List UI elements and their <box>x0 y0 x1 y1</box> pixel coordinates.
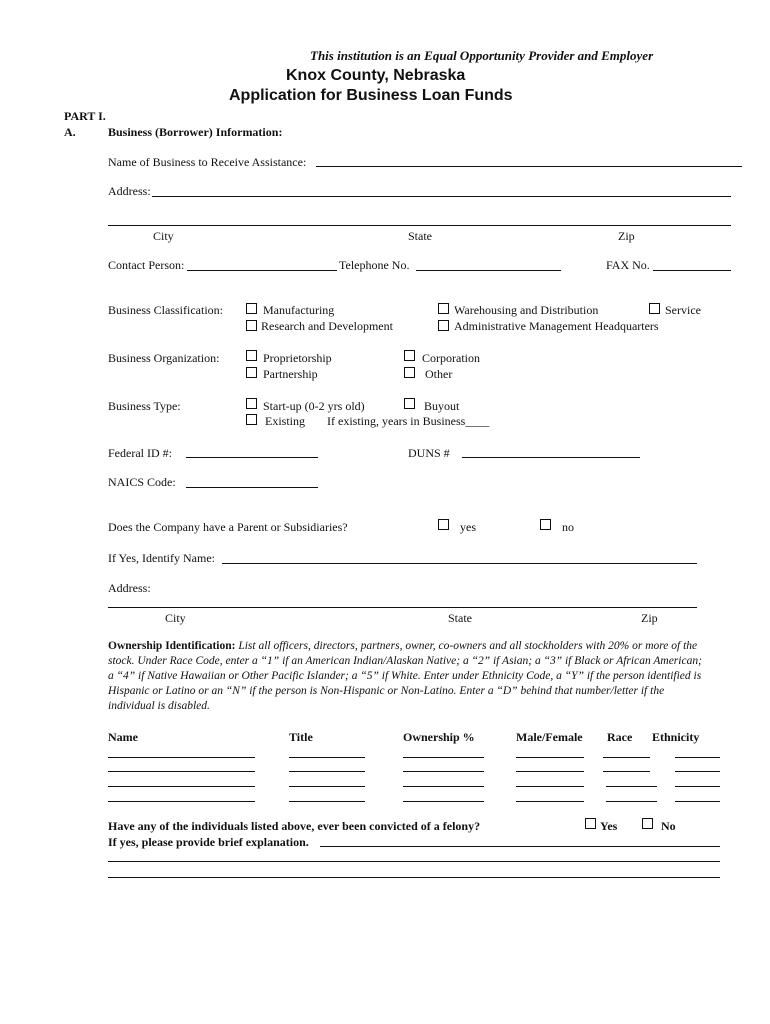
telephone-label: Telephone No. <box>339 258 410 272</box>
owner-race-line[interactable] <box>606 786 657 787</box>
owner-ethnicity-line[interactable] <box>675 771 720 772</box>
parent-address-label: Address: <box>108 581 151 595</box>
research-checkbox[interactable] <box>246 320 257 331</box>
buyout-checkbox[interactable] <box>404 398 415 409</box>
owner-percent-line[interactable] <box>403 771 484 772</box>
partnership-checkbox[interactable] <box>246 367 257 378</box>
warehousing-label: Warehousing and Distribution <box>454 303 599 317</box>
owner-title-line[interactable] <box>289 771 365 772</box>
page-title: Application for Business Loan Funds <box>229 87 513 104</box>
owner-gender-line[interactable] <box>516 801 584 802</box>
manufacturing-label: Manufacturing <box>263 303 335 317</box>
part-label: PART I. <box>64 109 106 123</box>
owner-ethnicity-line[interactable] <box>675 801 720 802</box>
owner-race-line[interactable] <box>603 771 650 772</box>
ownership-paragraph <box>108 639 708 714</box>
fax-label: FAX No. <box>606 258 650 272</box>
section-letter: A. <box>64 125 76 139</box>
felony-explain-label: If yes, please provide brief explanation. <box>108 835 309 849</box>
naics-label: NAICS Code: <box>108 475 176 489</box>
felony-explain-line-3[interactable] <box>108 877 720 878</box>
other-org-checkbox[interactable] <box>404 367 415 378</box>
column-ethnicity: Ethnicity <box>652 730 700 744</box>
ownership-instructions: List all officers, directors, partners, owner, co-owners and all stockholders with 20% or more of the stock. Under Race Code, enter a “1” if an American Indian/Alaskan Native; a “2” if Asian; a “3” if Black or African American; a “4” if Native Hawaiian or Other Pacific Islander; a “5” if White. Enter under Ethnicity Code, a “Y” if the person identified is Hispanic or Latino or an “N” if the person is Non-Hispanic or Non-Latino. Enter a “D” behind that number/letter if the individual is disabled. <box>108 640 702 712</box>
column-title: Title <box>289 730 313 744</box>
owner-percent-line[interactable] <box>403 801 484 802</box>
contact-person-label: Contact Person: <box>108 258 185 272</box>
ownership-heading: Ownership Identification: <box>108 640 236 652</box>
zip-label: Zip <box>618 229 635 243</box>
section-title: Business (Borrower) Information: <box>108 125 283 139</box>
felony-explain-line-1[interactable] <box>320 846 720 847</box>
column-race: Race <box>607 730 633 744</box>
service-checkbox[interactable] <box>649 303 660 314</box>
felony-yes-checkbox[interactable] <box>585 818 596 829</box>
startup-label: Start-up (0-2 yrs old) <box>263 399 365 413</box>
owner-name-line[interactable] <box>108 801 255 802</box>
telephone-input-line[interactable] <box>416 270 561 271</box>
column-gender: Male/Female <box>516 730 583 744</box>
parent-address-input-line[interactable] <box>108 607 697 608</box>
owner-title-line[interactable] <box>289 786 365 787</box>
column-ownership: Ownership % <box>403 730 475 744</box>
owner-race-line[interactable] <box>606 801 657 802</box>
partnership-label: Partnership <box>263 367 318 381</box>
business-name-input-line[interactable] <box>316 166 742 167</box>
fax-input-line[interactable] <box>653 270 731 271</box>
county-title: Knox County, Nebraska <box>286 67 466 84</box>
duns-label: DUNS # <box>408 446 450 460</box>
other-org-label: Other <box>425 367 453 381</box>
owner-ethnicity-line[interactable] <box>675 757 720 758</box>
city-label: City <box>153 229 174 243</box>
parent-zip-label: Zip <box>641 611 658 625</box>
parent-yes-label: yes <box>460 520 476 534</box>
manufacturing-checkbox[interactable] <box>246 303 257 314</box>
owner-name-line[interactable] <box>108 771 255 772</box>
owner-percent-line[interactable] <box>403 757 484 758</box>
proprietorship-label: Proprietorship <box>263 351 332 365</box>
buyout-label: Buyout <box>424 399 460 413</box>
address-input-line[interactable] <box>152 196 731 197</box>
admin-hq-label: Administrative Management Headquarters <box>454 319 659 333</box>
parent-no-label: no <box>562 520 574 534</box>
corporation-label: Corporation <box>422 351 480 365</box>
address-label: Address: <box>108 184 151 198</box>
state-label: State <box>408 229 432 243</box>
federal-id-input-line[interactable] <box>186 457 318 458</box>
column-name: Name <box>108 730 138 744</box>
organization-label: Business Organization: <box>108 351 220 365</box>
warehousing-checkbox[interactable] <box>438 303 449 314</box>
parent-city-label: City <box>165 611 186 625</box>
existing-checkbox[interactable] <box>246 414 257 425</box>
business-name-label: Name of Business to Receive Assistance: <box>108 155 307 169</box>
research-label: Research and Development <box>261 319 393 333</box>
owner-gender-line[interactable] <box>516 786 584 787</box>
felony-question: Have any of the individuals listed above, ever been convicted of a felony? <box>108 819 481 833</box>
federal-id-label: Federal ID #: <box>108 446 172 460</box>
service-label: Service <box>665 303 701 317</box>
owner-race-line[interactable] <box>603 757 650 758</box>
naics-input-line[interactable] <box>186 487 318 488</box>
owner-title-line[interactable] <box>289 757 365 758</box>
business-type-label: Business Type: <box>108 399 181 413</box>
felony-explain-line-2[interactable] <box>108 861 720 862</box>
felony-no-label: No <box>661 819 676 833</box>
owner-gender-line[interactable] <box>516 771 584 772</box>
proprietorship-checkbox[interactable] <box>246 350 257 361</box>
parent-identify-label: If Yes, Identify Name: <box>108 551 215 565</box>
parent-state-label: State <box>448 611 472 625</box>
years-in-business-label: If existing, years in Business____ <box>327 414 490 428</box>
duns-input-line[interactable] <box>462 457 640 458</box>
address-second-line[interactable] <box>108 225 731 226</box>
owner-percent-line[interactable] <box>403 786 484 787</box>
owner-title-line[interactable] <box>289 801 365 802</box>
parent-no-checkbox[interactable] <box>540 519 551 530</box>
felony-yes-label: Yes <box>600 819 618 833</box>
owner-gender-line[interactable] <box>516 757 584 758</box>
parent-yes-checkbox[interactable] <box>438 519 449 530</box>
felony-no-checkbox[interactable] <box>642 818 653 829</box>
parent-name-input-line[interactable] <box>222 563 697 564</box>
equal-opportunity-statement: This institution is an Equal Opportunity Provider and Employer <box>310 48 654 63</box>
owner-name-line[interactable] <box>108 786 255 787</box>
existing-label: Existing <box>265 414 306 428</box>
owner-name-line[interactable] <box>108 757 255 758</box>
classification-label: Business Classification: <box>108 303 223 317</box>
contact-person-input-line[interactable] <box>187 270 337 271</box>
admin-hq-checkbox[interactable] <box>438 320 449 331</box>
corporation-checkbox[interactable] <box>404 350 415 361</box>
parent-question: Does the Company have a Parent or Subsidiaries? <box>108 520 348 534</box>
startup-checkbox[interactable] <box>246 398 257 409</box>
owner-ethnicity-line[interactable] <box>675 786 720 787</box>
